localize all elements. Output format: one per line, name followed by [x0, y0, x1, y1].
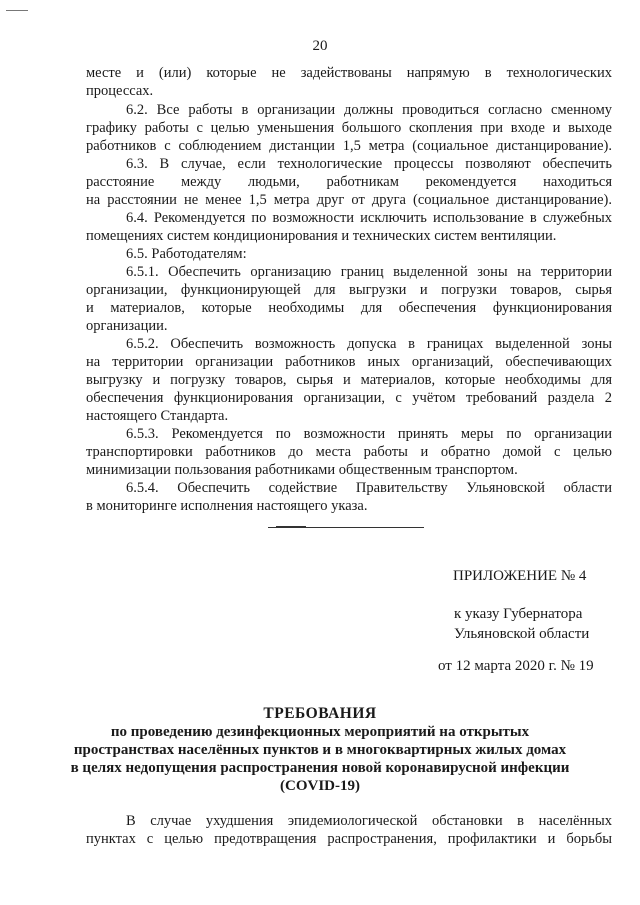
body-line: помещениях систем кондиционирования и технических систем вентиляции.: [86, 228, 557, 244]
body-line: организации.: [86, 318, 168, 334]
body-line: и материалов, которые необходимы для обеспечения функционирования: [86, 300, 612, 316]
appendix-label: ПРИЛОЖЕНИЕ № 4: [453, 568, 587, 584]
body-line: 6.4. Рекомендуется по возможности исключить использование в служебных: [126, 210, 612, 226]
scan-mark: [6, 10, 28, 11]
title-line: в целях недопущения распространения новой коронавирусной инфекции: [70, 760, 570, 776]
page-number: 20: [312, 38, 328, 54]
body-line: месте и (или) которые не задействованы напрямую в технологических: [86, 65, 612, 81]
intro-line: пунктах с целью предотвращения распространения, профилактики и борьбы: [86, 831, 612, 847]
body-line: процессах.: [86, 83, 154, 99]
body-line: 6.5.1. Обеспечить организацию границ выделенной зоны на территории: [126, 264, 612, 280]
document-title: ТРЕБОВАНИЯ: [263, 705, 377, 722]
appendix-decree: к указу Губернатора: [454, 606, 583, 622]
body-line: на территории организации работников иных организаций, обеспечивающих: [86, 354, 612, 370]
body-line: 6.5.4. Обеспечить содействие Правительству Ульяновской области: [126, 480, 612, 496]
body-line: транспортировки работников до места работы и обратно домой с целью: [86, 444, 612, 460]
body-line: графику работы с целью уменьшения большого скопления при входе и выходе: [86, 120, 612, 136]
body-line: 6.5.2. Обеспечить возможность допуска в границах выделенной зоны: [126, 336, 612, 352]
title-line: по проведению дезинфекционных мероприятий на открытых: [110, 724, 530, 740]
body-line: 6.5.3. Рекомендуется по возможности принять меры по организации: [126, 426, 612, 442]
body-line: в мониторинге исполнения настоящего указа.: [86, 498, 368, 514]
body-line: работников с соблюдением дистанции 1,5 метра (социальное дистанцирование).: [86, 138, 612, 154]
body-line: выгрузку и погрузку товаров, сырья и материалов, которые необходимы для: [86, 372, 612, 388]
appendix-date: от 12 марта 2020 г. № 19: [438, 658, 594, 674]
body-line: минимизации пользования работниками общественным транспортом.: [86, 462, 518, 478]
title-line: (COVID-19): [280, 778, 360, 794]
body-line: на расстоянии не менее 1,5 метра друг от друга (социальное дистанцирование).: [86, 192, 612, 208]
body-line: обеспечения функционирования организации, с учётом требований раздела 2: [86, 390, 612, 406]
body-line: расстояние между людьми, работникам рекомендуется находиться: [86, 174, 612, 190]
appendix-region: Ульяновской области: [454, 626, 590, 642]
intro-line: В случае ухудшения эпидемиологической обстановки в населённых: [126, 813, 612, 829]
section-divider: [268, 527, 424, 528]
title-line: пространствах населённых пунктов и в многоквартирных жилых домах: [73, 742, 567, 758]
body-line: 6.5. Работодателям:: [126, 246, 247, 262]
body-line: 6.2. Все работы в организации должны проводиться согласно сменному: [126, 102, 612, 118]
body-line: 6.3. В случае, если технологические процессы позволяют обеспечить: [126, 156, 612, 172]
body-line: организации, функционирующей для выгрузки и погрузки товаров, сырья: [86, 282, 612, 298]
body-line: настоящего Стандарта.: [86, 408, 229, 424]
